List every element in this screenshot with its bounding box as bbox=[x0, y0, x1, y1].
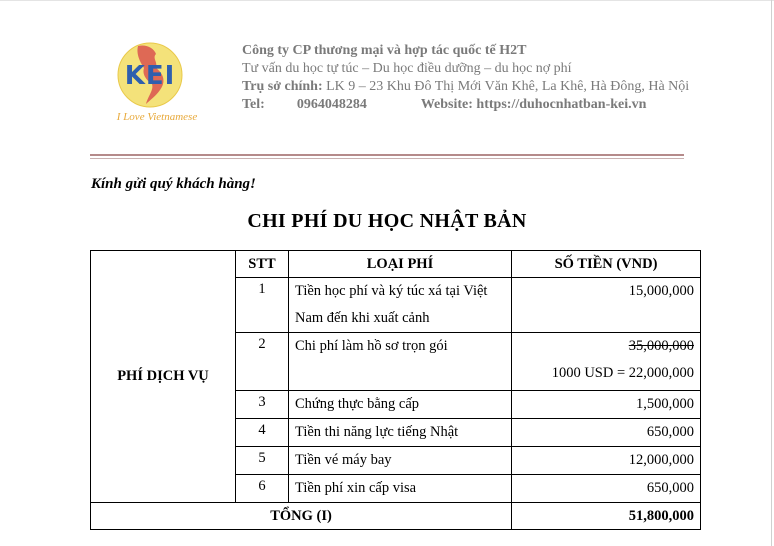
row-amount: 15,000,000 bbox=[512, 278, 701, 333]
greeting: Kính gửi quý khách hàng! bbox=[91, 176, 256, 192]
website: Website: https://duhocnhatban-kei.vn bbox=[420, 97, 647, 112]
header-divider bbox=[90, 154, 684, 156]
tel-label: Tel: bbox=[242, 97, 265, 112]
row-fee-type: Tiền thi năng lực tiếng Nhật bbox=[289, 419, 512, 447]
row-fee-type: Tiền học phí và ký túc xá tại Việt Nam đến khi xuất cảnh bbox=[289, 278, 512, 333]
row-fee-type: Chứng thực bằng cấp bbox=[289, 391, 512, 419]
letterhead bbox=[242, 42, 689, 114]
row-fee-type: Tiền vé máy bay bbox=[289, 447, 512, 475]
row-amount: 650,000 bbox=[512, 419, 701, 447]
fee-table bbox=[90, 250, 701, 530]
company-name: Công ty CP thương mại và hợp tác quốc tế H2T bbox=[242, 43, 527, 58]
header-fee-type: LOẠI PHÍ bbox=[289, 251, 512, 278]
contact-line bbox=[242, 96, 689, 114]
row-amount: 650,000 bbox=[512, 475, 701, 503]
row-fee-type: Chi phí làm hồ sơ trọn gói bbox=[289, 333, 512, 391]
row-amount: 1,500,000 bbox=[512, 391, 701, 419]
header-amount: SỐ TIỀN (VND) bbox=[512, 251, 701, 278]
row-amount: 1000 USD = 22,000,000 bbox=[551, 365, 694, 381]
row-stt: 1 bbox=[236, 278, 289, 333]
row-stt: 4 bbox=[236, 419, 289, 447]
row-fee-type: Tiền phí xin cấp visa bbox=[289, 475, 512, 503]
company-services: Tư vấn du học tự túc – Du học điều dưỡng – du học nợ phí bbox=[242, 61, 572, 76]
total-label: TỔNG (I) bbox=[91, 503, 512, 530]
row-amount: 12,000,000 bbox=[512, 447, 701, 475]
address-label: Trụ sở chính: bbox=[242, 79, 323, 94]
row-amount-cell bbox=[512, 333, 701, 391]
row-amount-old: 35,000,000 bbox=[628, 338, 694, 354]
page-right-edge bbox=[771, 0, 772, 546]
company-address bbox=[242, 78, 689, 96]
logo-text: KEI bbox=[124, 61, 176, 91]
tel-number: 0964048284 bbox=[296, 97, 367, 112]
header-divider-thin bbox=[90, 158, 684, 159]
row-stt: 6 bbox=[236, 475, 289, 503]
group-label: PHÍ DỊCH VỤ bbox=[91, 251, 236, 503]
header-stt: STT bbox=[236, 251, 289, 278]
logo-caption: I Love Vietnamese bbox=[116, 111, 198, 123]
document-title: CHI PHÍ DU HỌC NHẬT BẢN bbox=[247, 210, 527, 232]
row-stt: 5 bbox=[236, 447, 289, 475]
address-text: LK 9 – 23 Khu Đô Thị Mới Văn Khê, La Khê, Hà Đông, Hà Nội bbox=[322, 79, 690, 94]
company-logo bbox=[106, 38, 208, 128]
row-stt: 3 bbox=[236, 391, 289, 419]
page-top-edge bbox=[0, 0, 774, 1]
total-row bbox=[91, 503, 701, 530]
table-header-row bbox=[91, 251, 701, 278]
total-amount: 51,800,000 bbox=[512, 503, 701, 530]
row-stt: 2 bbox=[236, 333, 289, 391]
